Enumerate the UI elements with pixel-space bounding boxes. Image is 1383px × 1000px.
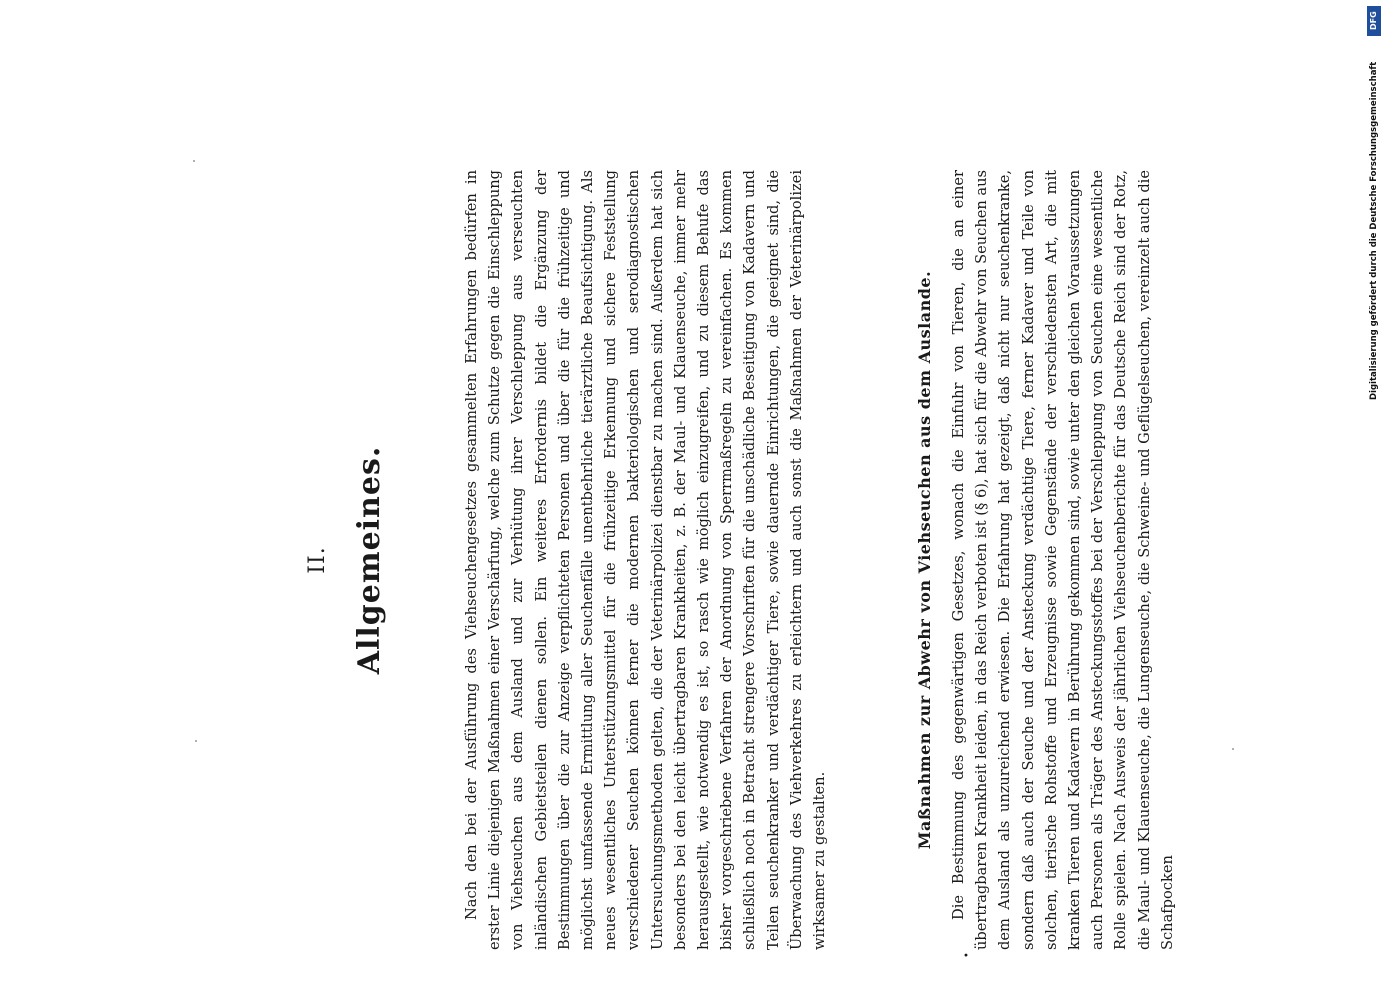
- dfg-logo: DFG: [1367, 6, 1381, 36]
- scan-speck: [193, 160, 195, 162]
- section-heading: Maßnahmen zur Abwehr von Viehseuchen aus dem Auslande.: [915, 270, 934, 850]
- chapter-title: Allgemeines.: [352, 445, 387, 675]
- scanned-page: [305, 170, 1230, 958]
- scan-speck: [195, 740, 197, 742]
- body-paragraph-2: Die Bestimmung des gegenwärtigen Gesetzes, wonach die Einfuhr von Tieren, die an einer übertragbaren Krankheit leiden, in das Reich verboten ist (§ 6), hat sich für die Abwehr von Seuchen aus dem Ausland als unzureichend erwiesen. Die Erfahrung hat gezeigt, daß nicht nur seuchenkranke, sondern daß auch der Seuche und der Ansteckung verdächtige Tiere, ferner Kadaver und Teile von solchen, tierische Rohstoffe und Erzeugnisse sowie Gegenstände der verschiedensten Art, die mit kranken Tieren und Kadavern in Berührung gekommen sind, sowie unter den gleichen Voraussetzungen auch Personen als Träger des Ansteckungsstoffes bei der Verschleppung von Seuchen eine wesentliche Rolle spielen. Nach Ausweis der jährlichen Viehseuchenberichte für das Deutsche Reich sind der Rotz, die Maul- und Klauenseuche, die Lungenseuche, die Schweine- und Geflügelseuchen, vereinzelt auch die Schafpocken: [950, 170, 1176, 950]
- page-content: [305, 170, 1230, 958]
- scan-speck: [1232, 748, 1234, 750]
- chapter-number: II.: [305, 546, 330, 574]
- digitization-credit: Digitalisierung gefördert durch die Deutsche Forschungsgemeinschaft: [1369, 61, 1379, 400]
- body-paragraph-1: Nach den bei der Ausführung des Viehseuchengesetzes gesammelten Erfahrungen bedürfen in erster Linie diejenigen Maßnahmen einer Verschärfung, welche zum Schutze gegen die Einschleppung von Viehseuchen aus dem Ausland und zur Verhütung ihrer Verschleppung aus verseuchten inländischen Gebietsteilen dienen sollen. Ein weiteres Erfordernis bildet die Ergänzung der Bestimmungen über die zur Anzeige verpflichteten Personen und über die für die frühzeitige und möglichst umfassende Ermittlung aller Seuchenfälle unentbehrliche tierärztliche Beaufsichtigung. Als neues wesentliches Unterstützungsmittel für die frühzeitige Erkennung und sichere Feststellung verschiedener Seuchen können ferner die modernen bakteriologischen und serodiagnostischen Untersuchungsmethoden gelten, die der Veterinärpolizei dienstbar zu machen sind. Außerdem hat sich besonders bei den leicht übertragbaren Krankheiten, z. B. der Maul- und Klauenseuche, immer mehr herausgestellt, wie notwendig es ist, so rasch wie möglich einzugreifen, und zu diesem Behufe das bisher vorgeschriebene Verfahren der Anordnung von Sperrmaßregeln zu vereinfachen. Es kommen schließlich noch in Betracht strengere Vorschriften für die unschädliche Beseitigung von Kadavern und Teilen seuchenkranker und verdächtiger Tiere, sowie dauernde Einrichtungen, die geeignet sind, die Überwachung des Viehverkehres zu erleichtern und auch sonst die Maßnahmen der Veterinärpolizei wirksamer zu gestalten.: [463, 170, 829, 950]
- digitization-sidebar: [1367, 6, 1381, 426]
- margin-mark: •: [962, 952, 973, 958]
